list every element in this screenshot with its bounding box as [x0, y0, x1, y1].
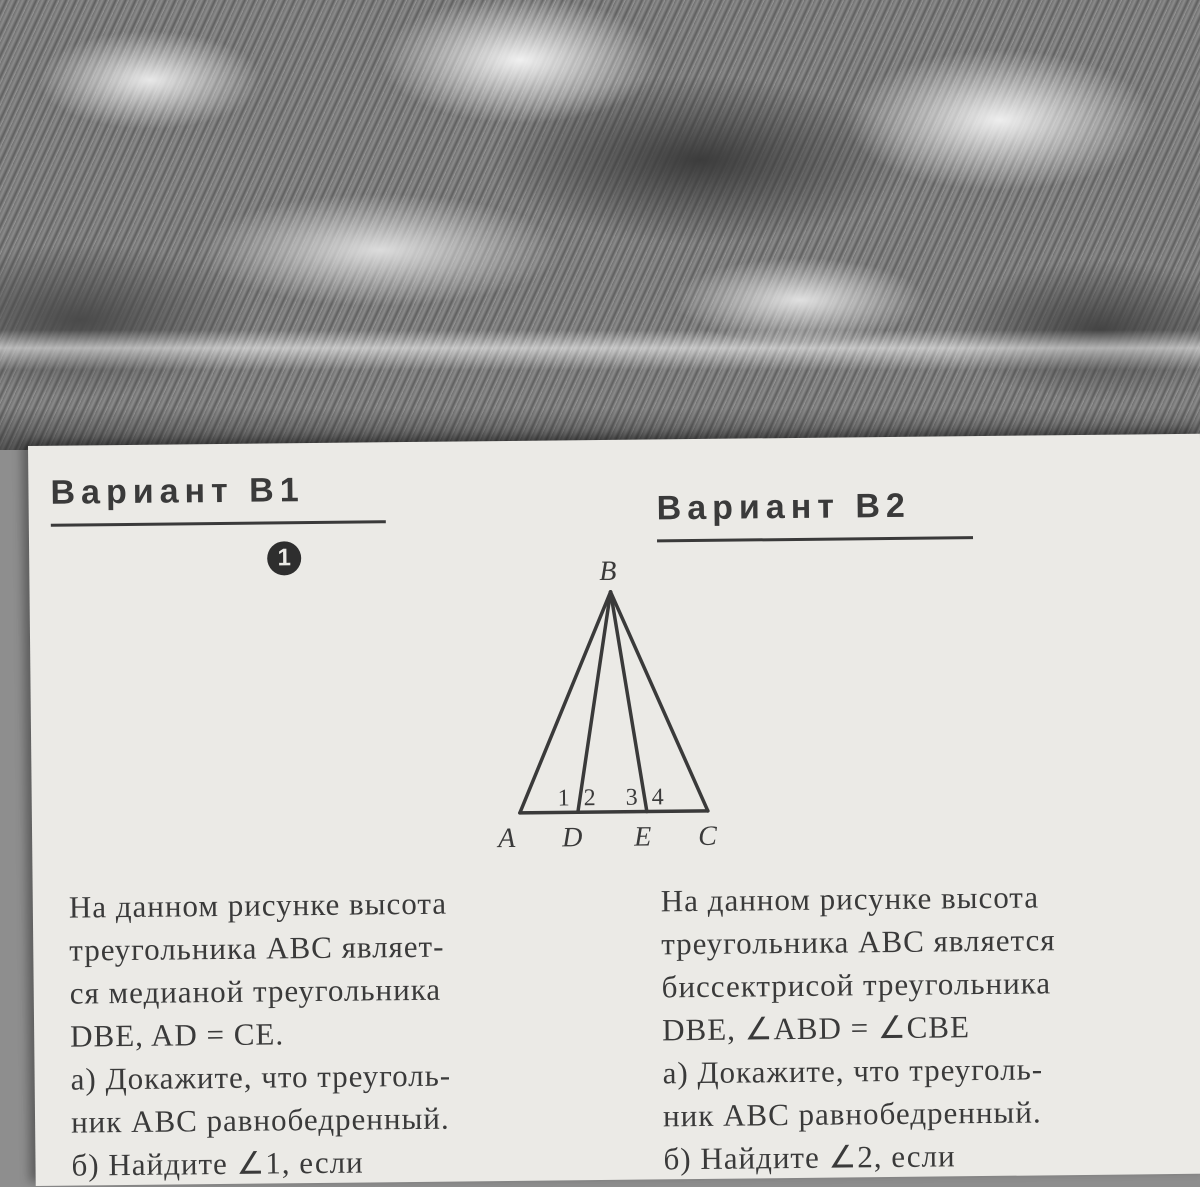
angle-label-3: 3 — [625, 784, 638, 811]
segment-be — [611, 592, 647, 812]
vertex-label-e: E — [633, 821, 652, 853]
text-line: На данном рисунке высота — [68, 885, 448, 925]
text-line: DBE, ∠ABD = ∠CBE — [661, 1009, 971, 1048]
segment-bd — [576, 592, 613, 812]
variant-b1-text — [69, 880, 570, 1186]
text-line: а) Докажите, что треуголь- — [70, 1057, 452, 1097]
side-ac — [520, 811, 708, 813]
variant-b2-title: Вариант В2 — [656, 486, 912, 528]
angle-label-2: 2 — [583, 785, 596, 812]
text-line: На данном рисунке высота — [660, 879, 1040, 919]
text-line: биссектрисой треугольника — [661, 965, 1052, 1005]
variant-b1-title: Вариант В1 — [50, 471, 305, 512]
vertex-label-b: B — [599, 555, 617, 588]
text-line: треугольника ABC являет- — [69, 928, 445, 968]
side-bc — [611, 591, 708, 812]
text-line: ник ABC равнобедренный. — [662, 1094, 1042, 1134]
notebook-cover — [0, 0, 1200, 450]
text-line: б) Найдите ∠2, если — [663, 1138, 956, 1177]
vertex-label-d: D — [561, 822, 583, 854]
angle-label-1: 1 — [557, 785, 570, 812]
angle-label-4: 4 — [651, 784, 664, 811]
side-ab — [518, 592, 613, 813]
problem-number-badge: 1 — [267, 541, 301, 575]
text-line: DBE, AD = CE. — [69, 1016, 285, 1054]
text-line: ся медианой треугольника — [69, 971, 442, 1011]
textbook-page — [28, 434, 1200, 1186]
cover-glare — [0, 330, 1200, 370]
variant-b2-text — [661, 874, 1164, 1180]
vertex-label-c: C — [697, 820, 717, 853]
text-line: ник ABC равнобедренный. — [70, 1100, 450, 1140]
vertex-label-a: A — [497, 822, 516, 855]
text-line: а) Докажите, что треуголь- — [662, 1051, 1044, 1091]
text-line: треугольника ABC является — [661, 922, 1056, 962]
text-line: б) Найдите ∠1, если — [71, 1144, 364, 1183]
triangle-lines — [518, 591, 708, 813]
